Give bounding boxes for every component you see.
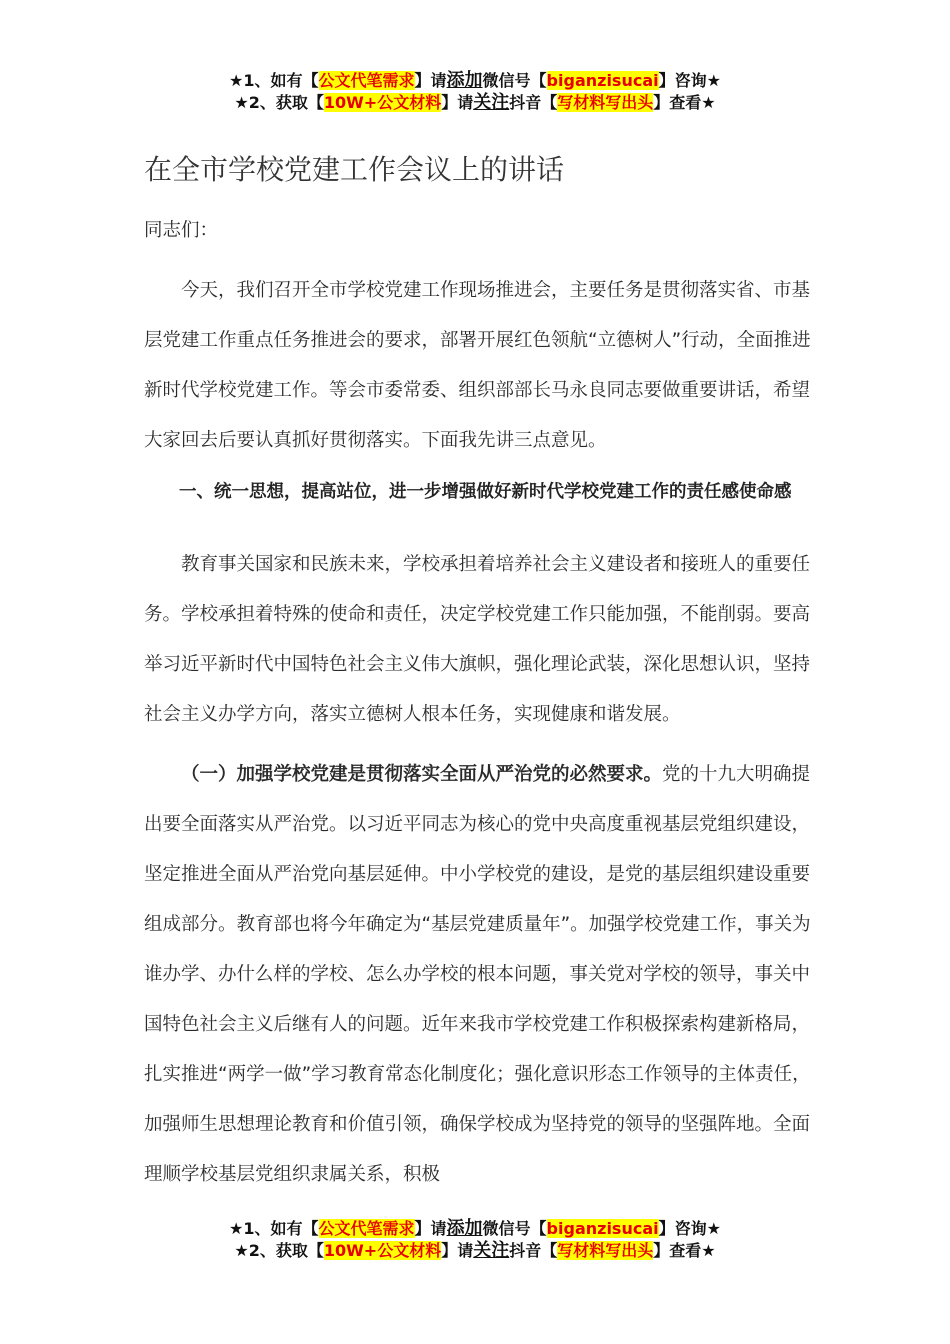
banner-text: 抖音【 — [509, 1241, 558, 1260]
paragraph-intro: 今天，我们召开全市学校党建工作现场推进会，主要任务是贯彻落实省、市基层党建工作重点任务推进会的要求，部署开展红色领航“立德树人”行动，全面推进新时代学校党建工作。等会市委常委、组织部部长马永良同志要做重要讲话，希望大家回去后要认真抓好贯彻落实。下面我先讲三点意见。 — [144, 280, 811, 451]
banner-line-1 — [0, 70, 950, 92]
banner-emphasis: 添加 — [446, 70, 483, 91]
banner-text: 微信号【 — [482, 71, 547, 90]
banner-text: 】查看★ — [653, 93, 716, 112]
section-heading-1: 一、统一思想，提高站位，进一步增强做好新时代学校党建工作的责任感使命感 — [179, 482, 792, 502]
banner-highlight: 写材料写出头 — [557, 1241, 654, 1260]
banner-line-1 — [0, 1218, 950, 1240]
banner-line-2 — [0, 92, 950, 114]
subsection-text: 党的十九大明确提出要全面落实从严治党。以习近平同志为核心的党中央高度重视基层党组织建设，坚定推进全面从严治党向基层延伸。中小学校党的建设，是党的基层组织建设重要组成部分。教育部也将今年确定为“基层党建质量年”。加强学校党建工作，事关为谁办学、办什么样的学校、怎么办学校的根本问题，事关党对学校的领导，事关中国特色社会主义后继有人的问题。近年来我市学校党建工作积极探索构建新格局，扎实推进“两学一做”学习教育常态化制度化；强化意识形态工作领导的主体责任，加强师生思想理论教育和价值引领，确保学校成为坚持党的领导的坚强阵地。全面理顺学校基层党组织隶属关系，积极 — [144, 764, 811, 1185]
banner-highlight: 公文代笔需求 — [318, 1219, 415, 1238]
banner-text: ★2、获取【 — [234, 93, 324, 112]
subsection-heading: （一）加强学校党建是贯彻落实全面从严治党的必然要求。 — [181, 764, 663, 785]
banner-emphasis: 关注 — [473, 1240, 510, 1261]
banner-line-2 — [0, 1240, 950, 1262]
banner-text: ★2、获取【 — [234, 1241, 324, 1260]
banner-text: ★1、如有【 — [229, 1219, 319, 1238]
banner-highlight: 10W+公文材料 — [323, 93, 442, 112]
banner-highlight: 写材料写出头 — [557, 93, 654, 112]
salutation: 同志们： — [144, 220, 219, 241]
banner-highlight: biganzisucai — [546, 71, 659, 90]
banner-highlight: 10W+公文材料 — [323, 1241, 442, 1260]
footer-banner — [0, 1218, 950, 1262]
banner-text: ★1、如有【 — [229, 71, 319, 90]
banner-text: 抖音【 — [509, 93, 558, 112]
banner-text: 】查看★ — [653, 1241, 716, 1260]
banner-highlight: biganzisucai — [546, 1219, 659, 1238]
header-banner — [0, 70, 950, 114]
banner-text: 】咨询★ — [658, 1219, 721, 1238]
paragraph-section-1: 教育事关国家和民族未来，学校承担着培养社会主义建设者和接班人的重要任务。学校承担着特殊的使命和责任，决定学校党建工作只能加强，不能削弱。要高举习近平新时代中国特色社会主义伟大旗帜，强化理论武装，深化思想认识，坚持社会主义办学方向，落实立德树人根本任务，实现健康和谐发展。 — [144, 554, 811, 725]
banner-text: 】请 — [414, 1219, 447, 1238]
banner-text: 微信号【 — [482, 1219, 547, 1238]
banner-text: 】请 — [414, 71, 447, 90]
banner-text: 】请 — [441, 93, 474, 112]
document-title: 在全市学校党建工作会议上的讲话 — [144, 153, 565, 186]
banner-text: 】请 — [441, 1241, 474, 1260]
paragraph-subsection-1 — [144, 750, 828, 1200]
banner-emphasis: 添加 — [446, 1218, 483, 1239]
banner-highlight: 公文代笔需求 — [318, 71, 415, 90]
banner-emphasis: 关注 — [473, 92, 510, 113]
banner-text: 】咨询★ — [658, 71, 721, 90]
